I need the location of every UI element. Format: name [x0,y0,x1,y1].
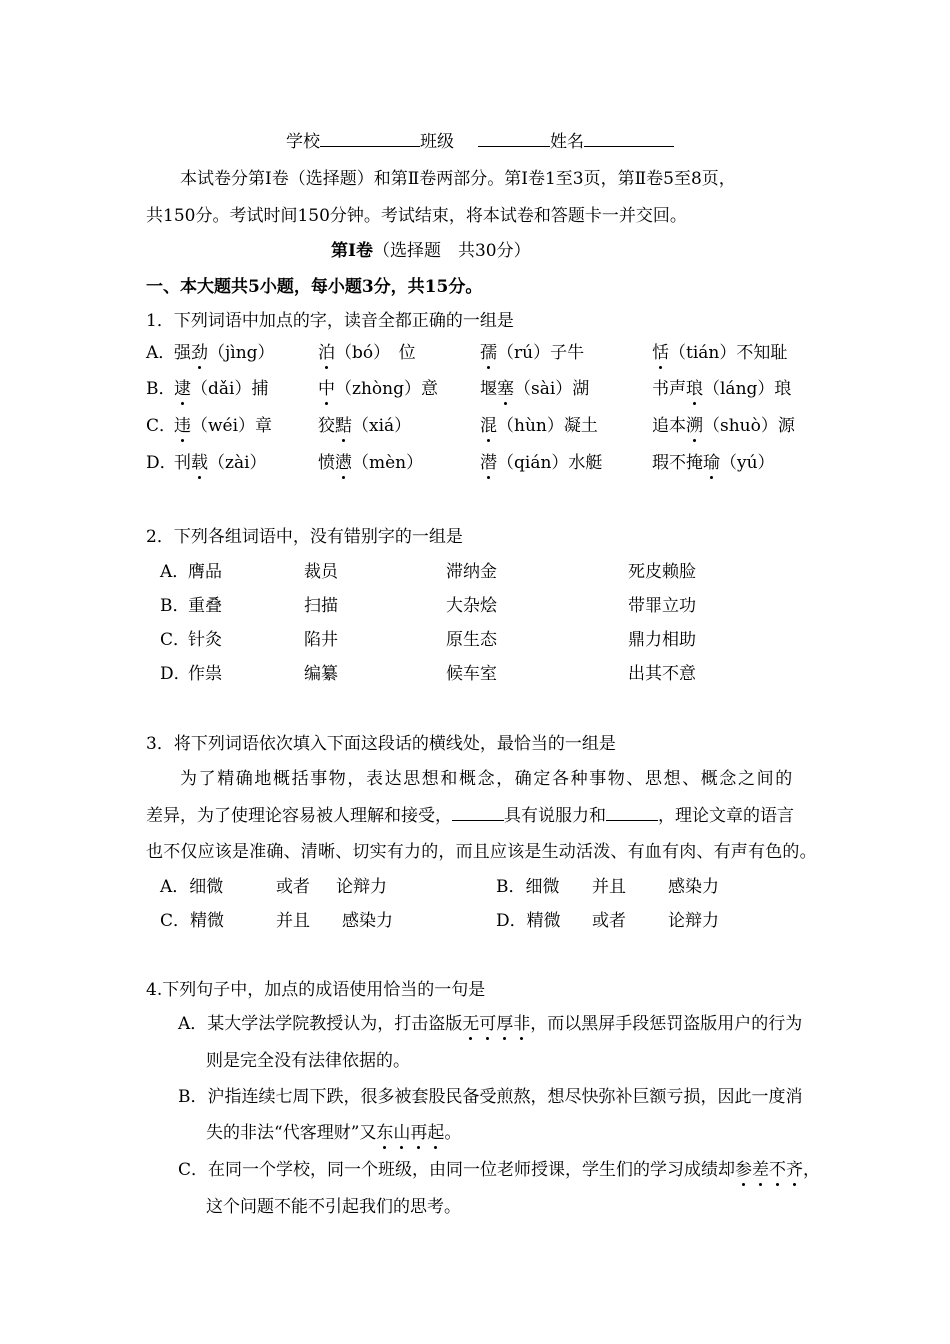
part1-title [331,236,531,261]
q1-dotted-char: 黠 [335,411,352,436]
q1-word [174,338,275,363]
q1-word [652,411,795,436]
q1-dotted-char: 劲 [191,338,208,363]
q1-option-label[interactable]: B． [146,379,176,399]
q4-c-text-post: ， [803,1160,821,1180]
q1-pinyin: （zài） [208,453,267,473]
q3-blank-1[interactable] [452,804,504,821]
q3-option-a-1: A．细微 [160,877,224,897]
q1-dotted-char: 懑 [335,448,352,473]
q1-word [174,374,268,399]
q2-option-label[interactable]: D． [160,664,191,684]
q1-dotted-char: 瑜 [703,448,720,473]
q1-option-label[interactable]: C． [146,416,177,436]
intro-line-1: 本试卷分第Ⅰ卷（选择题）和第Ⅱ卷两部分。第Ⅰ卷1至3页，第Ⅱ卷5至8页， [180,169,736,189]
q3-option-b-1: B．细微 [496,877,560,897]
q1-dotted-char: 载 [191,448,208,473]
q1-word [480,374,589,399]
q4-stem: 4.下列句子中，加点的成语使用恰当的一句是 [146,980,486,1000]
dotted-char: 非 [513,1009,530,1034]
q2-word: 滞纳金 [446,562,497,582]
q2-word: 重叠 [188,596,222,616]
q4-c-idiom [735,1160,803,1180]
dotted-char: 不 [769,1155,786,1180]
q1-pinyin: （rú）子牛 [497,343,585,363]
q3-stem: 3．将下列词语依次填入下面这段话的横线处，最恰当的一组是 [146,734,616,754]
q3-option-b-2: 并且 [592,877,626,897]
q3-option-d-3: 论辩力 [668,911,719,931]
name-label: 姓名 [550,132,584,152]
dotted-char: 再 [410,1118,427,1143]
intro-line-2: 共150分。考试时间150分钟。考试结束，将本试卷和答题卡一并交回。 [146,206,687,226]
q3-option-c[interactable] [160,906,224,931]
q1-pinyin: （wéi）章 [191,416,273,436]
q1-dotted-char: 塞 [497,374,514,399]
q4-a-line-2: 则是完全没有法律依据的。 [206,1051,410,1071]
part1-title-bold: 第Ⅰ卷 [331,241,373,261]
q1-dotted-char: 违 [174,411,191,436]
q4-b-text-pre: 失的非法“代客理财”又 [206,1123,377,1143]
q1-word-pre: 书声 [652,379,686,399]
q4-a-text-post: ，而以黑屏手段惩罚盗版用户的行为 [530,1014,803,1034]
q2-word: 针灸 [188,630,222,650]
q3-option-c-1: C．精微 [160,911,225,931]
dotted-char: 厚 [496,1009,513,1034]
dotted-char: 差 [752,1155,769,1180]
q1-word-pre: 狡 [318,416,335,436]
q1-word [480,338,584,363]
q4-c-line-2: 这个问题不能不引起我们的思考。 [206,1197,461,1217]
q1-pinyin: （sài）湖 [514,379,590,399]
q1-pinyin: （jìng） [208,343,275,363]
q1-word [480,448,602,473]
q4-b-line-2 [206,1118,461,1143]
q1-word [652,338,787,363]
q1-pinyin: （tián）不知耻 [669,343,788,363]
dotted-char: 无 [462,1009,479,1034]
q2-word: 出其不意 [628,664,696,684]
q1-pinyin: （yú） [720,453,775,473]
dotted-char: 东 [376,1118,393,1143]
q3-option-d[interactable] [496,906,561,931]
q2-word: 带罪立功 [628,596,696,616]
q3-option-c-2: 并且 [276,911,310,931]
q2-stem: 2．下列各组词语中，没有错别字的一组是 [146,527,463,547]
dotted-char: 可 [479,1009,496,1034]
q1-dotted-char: 混 [480,411,497,436]
q1-word [652,448,775,473]
q1-dotted-char: 逮 [174,374,191,399]
q1-word-pre: 刊 [174,453,191,473]
q2-option-label[interactable]: B． [160,596,190,616]
q3-blank-2[interactable] [606,804,658,821]
q1-dotted-char: 溯 [686,411,703,436]
q4-a-idiom [462,1014,530,1034]
q1-pinyin: （dǎi）捕 [191,379,269,399]
q1-dotted-char: 孺 [480,338,497,363]
q3-option-d-2: 或者 [592,911,626,931]
q2-option-label[interactable]: A． [160,562,190,582]
q2-word: 死皮赖脸 [628,562,696,582]
q1-pinyin: （bó） 位 [335,343,416,363]
q1-word [480,411,598,436]
q1-word-pre: 瑕不掩 [652,453,703,473]
q1-word [318,374,438,399]
q1-dotted-char: 恬 [652,338,669,363]
q2-option-label[interactable]: C． [160,630,191,650]
section1-heading: 一、本大题共5小题，每小题3分，共15分。 [146,277,483,297]
dotted-char: 齐 [786,1155,803,1180]
q1-pinyin: （qián）水艇 [497,453,603,473]
name-blank[interactable] [584,130,674,147]
class-blank[interactable] [478,130,550,147]
q4-b-text-post: 。 [444,1123,462,1143]
part1-title-rest: （选择题 共30分） [372,241,531,261]
header-line [286,127,674,152]
school-blank[interactable] [320,130,420,147]
q3-option-b[interactable] [496,872,560,897]
q1-option-label[interactable]: A． [146,343,176,363]
q4-b-idiom [376,1123,444,1143]
q1-dotted-char: 潜 [480,448,497,473]
q2-word: 大杂烩 [446,596,497,616]
q4-a-text-pre: A．某大学法学院教授认为，打击盗版 [178,1014,463,1034]
q3-passage-1: 为了精确地概括事物，表达思想和概念，确定各种事物、思想、概念之间的 [180,769,794,789]
dotted-char: 山 [393,1118,410,1143]
q3-passage-2b: 具有说服力和 [504,806,606,826]
q1-dotted-char: 泊 [318,338,335,363]
school-label: 学校 [286,132,320,152]
q1-dotted-char: 琅 [686,374,703,399]
q3-passage-2 [146,801,794,826]
q1-pinyin: （hùn）凝土 [497,416,598,436]
q3-passage-3: 也不仅应该是准确、清晰、切实有力的，而且应该是生动活泼、有血有肉、有声有色的。 [146,842,817,862]
q3-passage-2c: ，理论文章的语言 [658,806,794,826]
q4-option-a[interactable] [178,1009,802,1034]
q1-pinyin: （mèn） [352,453,424,473]
q3-option-b-3: 感染力 [668,877,719,897]
q3-option-c-3: 感染力 [342,911,393,931]
q2-word: 扫描 [304,596,338,616]
q3-option-d-1: D．精微 [496,911,561,931]
q1-word-pre: 堰 [480,379,497,399]
q2-word: 候车室 [446,664,497,684]
q1-word [174,448,267,473]
q3-passage-2a: 差异，为了使理论容易被人理解和接受， [146,806,452,826]
q2-word: 陷井 [304,630,338,650]
q1-word [174,411,272,436]
q2-word: 鼎力相助 [628,630,696,650]
q1-option-label[interactable]: D． [146,453,177,473]
q1-stem: 1．下列词语中加点的字，读音全都正确的一组是 [146,311,514,331]
q1-word [318,448,423,473]
q2-word: 裁员 [304,562,338,582]
q1-word-pre: 愤 [318,453,335,473]
q2-word: 作祟 [188,664,222,684]
q2-word: 原生态 [446,630,497,650]
q1-dotted-char: 中 [318,374,335,399]
q3-option-a-3: 论辩力 [336,877,387,897]
q1-pinyin: （shuò）源 [703,416,795,436]
class-label: 班级 [420,132,454,152]
q1-word-pre: 追本 [652,416,686,436]
q2-word: 膺品 [188,562,222,582]
q1-word [652,374,791,399]
q3-option-a[interactable] [160,872,223,897]
q3-option-a-2: 或者 [276,877,310,897]
q4-c-text-pre: C．在同一个学校，同一个班级，由同一位老师授课，学生们的学习成绩却 [178,1160,736,1180]
q4-option-b[interactable]: B．沪指连续七周下跌，很多被套股民备受煎熬，想尽快弥补巨额亏损，因此一度消 [178,1087,803,1107]
q2-word: 编纂 [304,664,338,684]
q1-pinyin: （xiá） [352,416,412,436]
dotted-char: 参 [735,1155,752,1180]
q1-word [318,411,411,436]
q1-word [318,338,416,363]
q1-word-pre: 强 [174,343,191,363]
q1-pinyin: （láng）琅 [703,379,792,399]
q1-pinyin: （zhòng）意 [335,379,438,399]
dotted-char: 起 [427,1118,444,1143]
q4-option-c[interactable] [178,1155,820,1180]
